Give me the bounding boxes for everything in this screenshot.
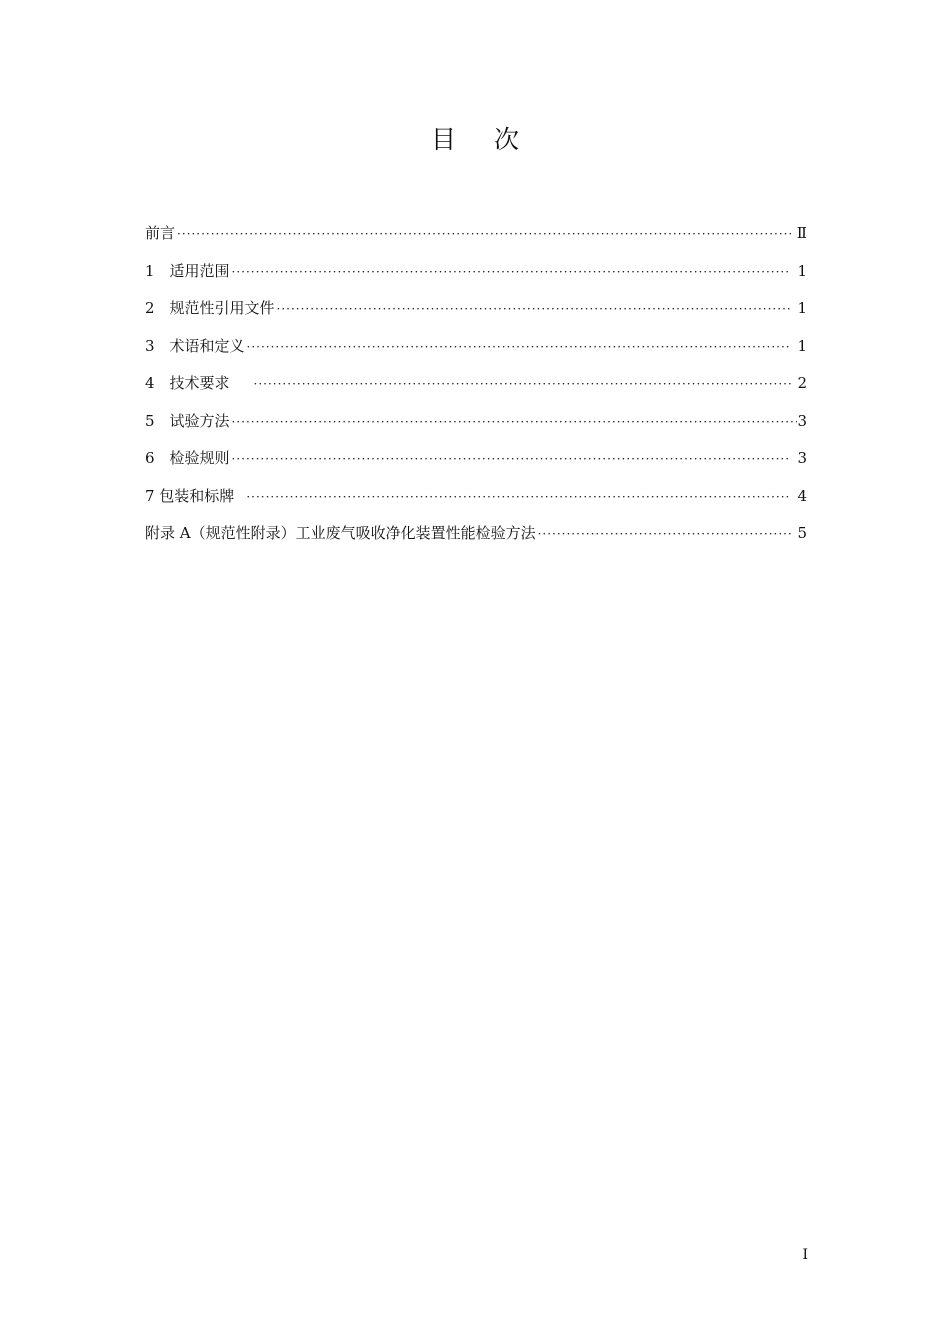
- dot-leader: [247, 334, 791, 360]
- toc-entry-page: 1: [797, 261, 807, 280]
- toc-entry-foreword[interactable]: [145, 220, 807, 258]
- toc-entry-annex-a[interactable]: [145, 520, 807, 558]
- toc-entry-label: 前言: [145, 224, 176, 242]
- toc-entry-page: 4: [797, 486, 807, 505]
- dot-leader: [254, 371, 791, 397]
- toc-entry-label: 7 包装和标牌: [145, 486, 235, 505]
- toc-entry-page: 1: [797, 336, 807, 355]
- toc-entry-test-methods[interactable]: [145, 408, 807, 446]
- toc-entry-scope[interactable]: [145, 258, 807, 296]
- toc-entry-label: 附录 A（规范性附录）工业废气吸收净化装置性能检验方法: [145, 524, 536, 542]
- dot-leader: [246, 484, 791, 510]
- dot-leader: [538, 521, 791, 547]
- toc-entry-label: 2 规范性引用文件: [145, 299, 275, 317]
- toc-entry-label: 5 试验方法: [145, 411, 230, 430]
- toc-entry-label: 6 检验规则: [145, 449, 230, 467]
- table-of-contents: [145, 220, 807, 558]
- toc-entry-page: 3: [797, 449, 807, 467]
- dot-leader: [277, 296, 791, 322]
- toc-entry-technical-requirements[interactable]: [145, 370, 807, 408]
- toc-entry-label: 4 技术要求: [145, 374, 230, 392]
- toc-entry-label: 3 术语和定义: [145, 336, 245, 355]
- toc-entry-inspection-rules[interactable]: [145, 445, 807, 483]
- dot-leader: [232, 446, 791, 472]
- page-title: 目次: [430, 125, 557, 154]
- toc-entry-terms-definitions[interactable]: [145, 333, 807, 371]
- toc-entry-label: 1 适用范围: [145, 261, 230, 280]
- toc-entry-page: 5: [797, 524, 807, 542]
- toc-entry-page: 3: [797, 411, 807, 430]
- dot-leader: [177, 221, 791, 247]
- toc-entry-page: Ⅱ: [796, 224, 807, 242]
- dot-leader: [232, 259, 791, 285]
- page-number: I: [802, 1247, 808, 1263]
- toc-entry-packaging-nameplate[interactable]: [145, 483, 807, 521]
- toc-entry-page: 1: [797, 299, 807, 317]
- toc-entry-page: 2: [797, 374, 807, 392]
- toc-entry-normative-references[interactable]: [145, 295, 807, 333]
- dot-leader: [232, 409, 797, 435]
